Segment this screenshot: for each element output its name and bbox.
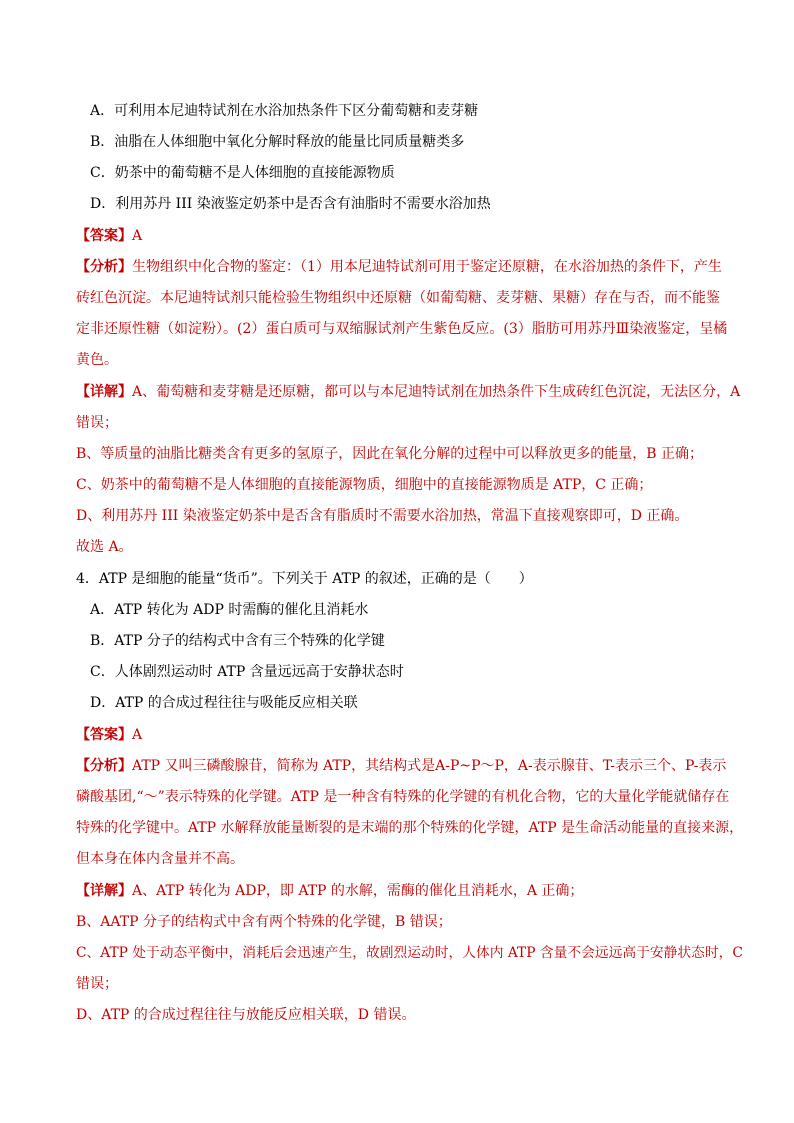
q4-detail-line-2: B、AATP 分子的结构式中含有两个特殊的化学键，B 错误；	[76, 914, 452, 930]
prev-answer	[76, 226, 142, 246]
answer-value: A	[132, 228, 143, 244]
q4-detail-line-5: D、ATP 的合成过程往往与放能反应相关联，D 错误。	[76, 1007, 416, 1023]
q4-detail-line-4: 错误；	[76, 976, 118, 992]
prev-detail-line-2: 错误；	[76, 415, 118, 431]
question-4-stem: 4．ATP 是细胞的能量“货币”。下列关于 ATP 的叙述，正确的是（ ）	[76, 571, 533, 587]
prev-detail-line-6: 故选 A。	[76, 539, 133, 555]
q4-answer	[76, 725, 142, 745]
answer-tag: 【答案】	[76, 228, 132, 244]
prev-detail-line-1	[76, 382, 740, 402]
answer-tag: 【答案】	[76, 727, 132, 743]
q4-option-b: B．ATP 分子的结构式中含有三个特殊的化学键	[90, 633, 385, 649]
prev-detail-line-4: C、奶茶中的葡萄糖不是人体细胞的直接能源物质，细胞中的直接能源物质是 ATP，C 正确；	[76, 477, 653, 493]
prev-option-a: A．可利用本尼迪特试剂在水浴加热条件下区分葡萄糖和麦芽糖	[90, 103, 479, 119]
detail-tag: 【详解】	[76, 883, 132, 899]
q4-option-c: C．人体剧烈运动时 ATP 含量远远高于安静状态时	[90, 664, 404, 680]
q4-analysis-line-1	[76, 756, 726, 776]
q4-analysis-line-3: 特殊的化学键中。ATP 水解释放能量断裂的是末端的那个特殊的化学键，ATP 是生命活动能量的直接来源，	[76, 820, 744, 836]
answer-value: A	[132, 727, 143, 743]
q4-option-a: A．ATP 转化为 ADP 时需酶的催化且消耗水	[90, 602, 369, 618]
prev-detail-line-5: D、利用苏丹 III 染液鉴定奶茶中是否含有脂质时不需要水浴加热，常温下直接观察即可，D 正确。	[76, 508, 689, 524]
analysis-text: 生物组织中化合物的鉴定：（1）用本尼迪特试剂可用于鉴定还原糖，在水浴加热的条件下，产生	[132, 259, 722, 275]
prev-option-b: B．油脂在人体细胞中氧化分解时释放的能量比同质量糖类多	[90, 134, 465, 150]
prev-analysis-line-1	[76, 257, 722, 277]
prev-option-d: D．利用苏丹 III 染液鉴定奶茶中是否含有油脂时不需要水浴加热	[90, 196, 491, 212]
q4-detail-line-3: C、ATP 处于动态平衡中，消耗后会迅速产生，故剧烈运动时，人体内 ATP 含量不会远远高于安静状态时，C	[76, 945, 743, 961]
q4-option-d: D．ATP 的合成过程往往与吸能反应相关联	[90, 695, 358, 711]
q4-detail-line-1	[76, 881, 583, 901]
analysis-tag: 【分析】	[76, 259, 132, 275]
detail-text: A、ATP 转化为 ADP，即 ATP 的水解，需酶的催化且消耗水，A 正确；	[132, 883, 584, 899]
q4-analysis-line-4: 但本身在体内含量并不高。	[76, 851, 244, 867]
prev-analysis-line-3: 定非还原性糖（如淀粉）。(2）蛋白质可与双缩脲试剂产生紫色反应。(3）脂肪可用苏丹Ⅲ染液鉴定，呈橘	[76, 321, 728, 337]
q4-analysis-line-2: 磷酸基团,“～”表示特殊的化学键。ATP 是一种含有特殊的化学键的有机化合物，它的大量化学能就储存在	[76, 789, 730, 805]
prev-option-c: C．奶茶中的葡萄糖不是人体细胞的直接能源物质	[90, 165, 395, 181]
prev-analysis-line-4: 黄色。	[76, 352, 118, 368]
analysis-text: ATP 又叫三磷酸腺苷，简称为 ATP，其结构式是A-P~P～P，A-表示腺苷、T-表示三个、P-表示	[132, 758, 727, 774]
detail-tag: 【详解】	[76, 384, 132, 400]
analysis-tag: 【分析】	[76, 758, 132, 774]
detail-text: A、葡萄糖和麦芽糖是还原糖，都可以与本尼迪特试剂在加热条件下生成砖红色沉淀，无法区分，A	[132, 384, 741, 400]
prev-detail-line-3: B、等质量的油脂比糖类含有更多的氢原子，因此在氧化分解的过程中可以释放更多的能量，B 正确；	[76, 446, 704, 462]
prev-analysis-line-2: 砖红色沉淀。本尼迪特试剂只能检验生物组织中还原糖（如葡萄糖、麦芽糖、果糖）存在与否，而不能鉴	[76, 290, 720, 306]
